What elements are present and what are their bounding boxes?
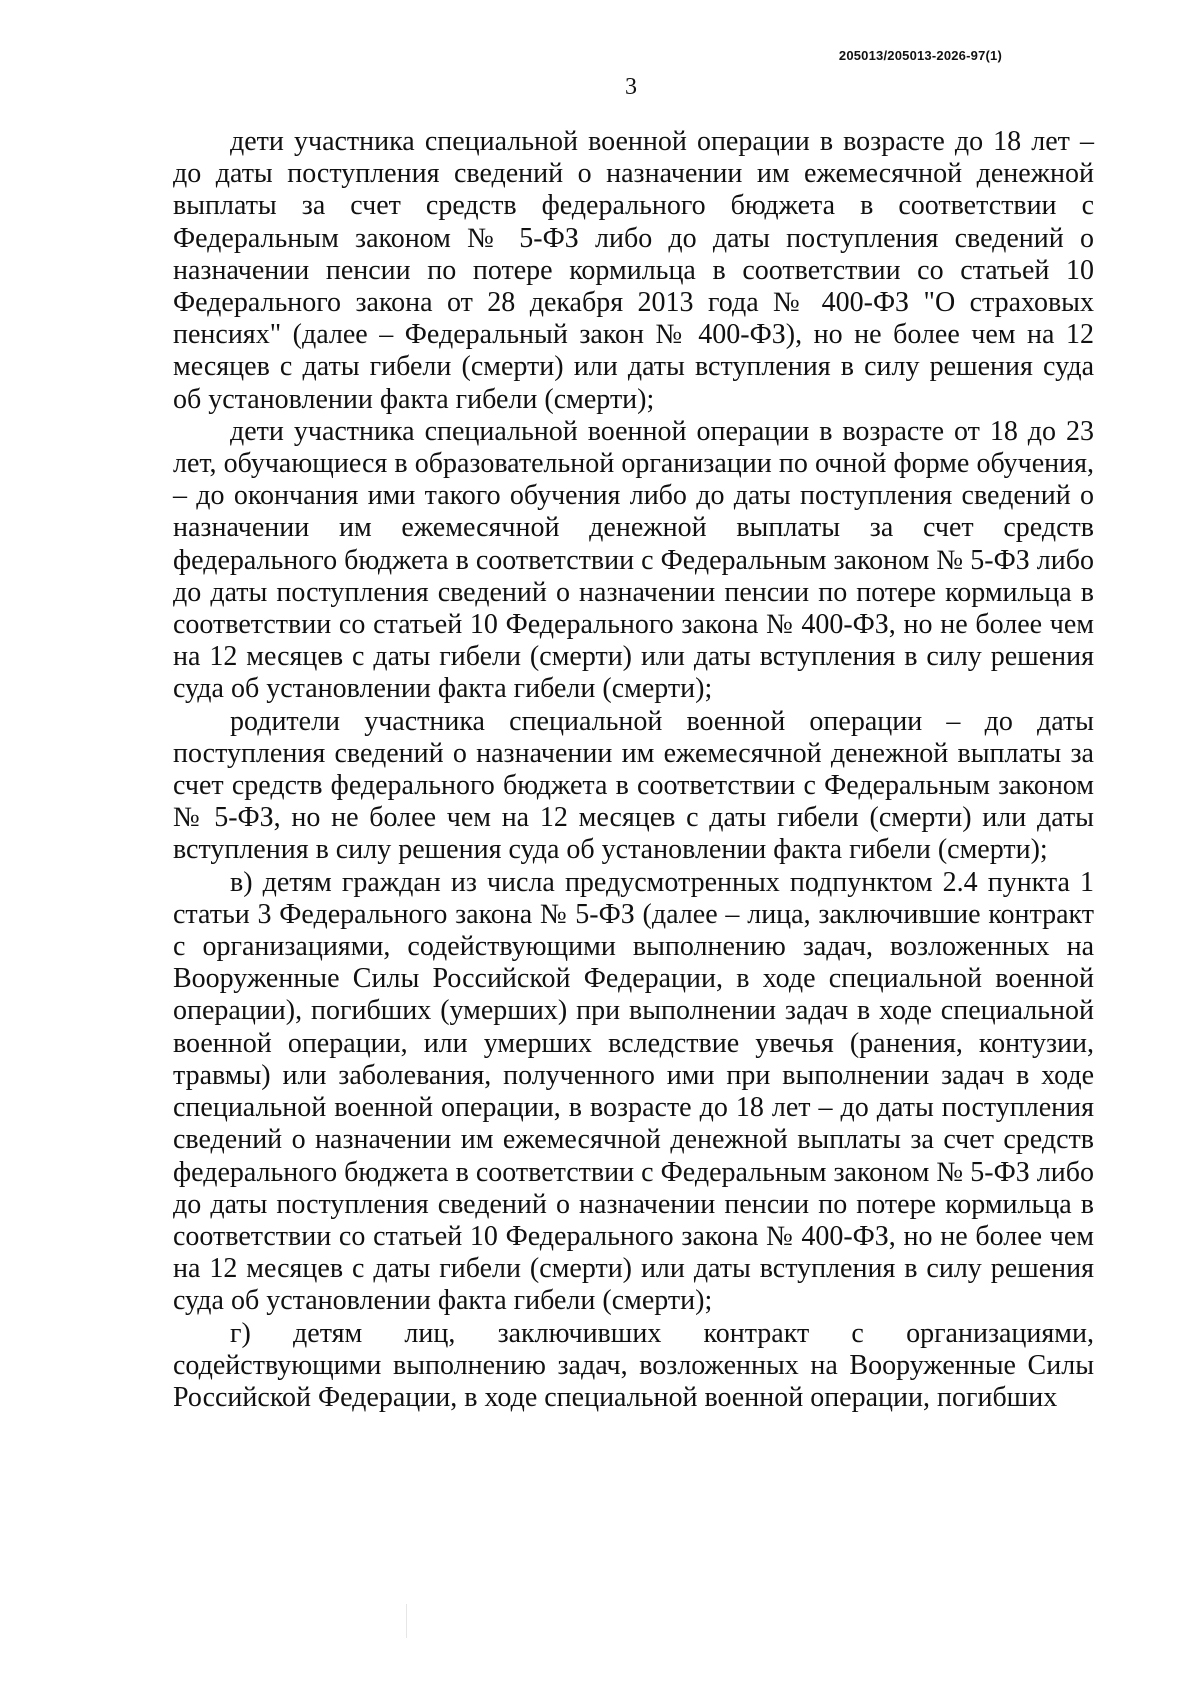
page-number: 3 [625, 74, 637, 100]
paragraph-children-under-18: дети участника специальной военной операции в возрасте до 18 лет – до даты поступления сведений о назначении им ежемесячной денежной выплаты за счет средств федерального бюджета в соответствии с Федеральным законом № 5-ФЗ либо до даты поступления сведений о назначении пенсии по потере кормильца в соответствии со статьей 10 Федерального закона от 28 декабря 2013 года № 400-ФЗ "О страховых пенсиях" (далее – Федеральный закон № 400-ФЗ), но не более чем на 12 месяцев с даты гибели (смерти) или даты вступления в силу решения суда об установлении факта гибели (смерти); [173, 126, 1094, 415]
paragraph-item-g: г) детям лиц, заключивших контракт с организациями, содействующими выполнению задач, возложенных на Вооруженные Силы Российской Федерации, в ходе специальной военной операции, погибших [173, 1317, 1094, 1413]
document-body [173, 126, 1094, 1414]
document-registration-code: 205013/205013-2026-97(1) [838, 48, 1002, 63]
paragraph-item-v: в) детям граждан из числа предусмотренных подпунктом 2.4 пункта 1 статьи 3 Федерального закона № 5-ФЗ (далее – лица, заключившие контракт с организациями, содействующими выполнению задач, возложенных на Вооруженные Силы Российской Федерации, в ходе специальной военной операции), погибших (умерших) при выполнении задач в ходе специальной военной операции, или умерших вследствие увечья (ранения, контузии, травмы) или заболевания, полученного ими при выполнении задач в ходе специальной военной операции, в возрасте до 18 лет – до даты поступления сведений о назначении им ежемесячной денежной выплаты за счет средств федерального бюджета в соответствии с Федеральным законом № 5-ФЗ либо до даты поступления сведений о назначении пенсии по потере кормильца в соответствии со статьей 10 Федерального закона № 400-ФЗ, но не более чем на 12 месяцев с даты гибели (смерти) или даты вступления в силу решения суда об установлении факта гибели (смерти); [173, 866, 1094, 1317]
scan-artifact-line [406, 1604, 407, 1638]
paragraph-parents: родители участника специальной военной операции – до даты поступления сведений о назначении им ежемесячной денежной выплаты за счет средств федерального бюджета в соответствии с Федеральным законом № 5-ФЗ, но не более чем на 12 месяцев с даты гибели (смерти) или даты вступления в силу решения суда об установлении факта гибели (смерти); [173, 705, 1094, 866]
paragraph-children-18-to-23: дети участника специальной военной операции в возрасте от 18 до 23 лет, обучающиеся в образовательной организации по очной форме обучения, – до окончания ими такого обучения либо до даты поступления сведений о назначении им ежемесячной денежной выплаты за счет средств федерального бюджета в соответствии с Федеральным законом № 5-ФЗ либо до даты поступления сведений о назначении пенсии по потере кормильца в соответствии со статьей 10 Федерального закона № 400-ФЗ, но не более чем на 12 месяцев с даты гибели (смерти) или даты вступления в силу решения суда об установлении факта гибели (смерти); [173, 415, 1094, 705]
